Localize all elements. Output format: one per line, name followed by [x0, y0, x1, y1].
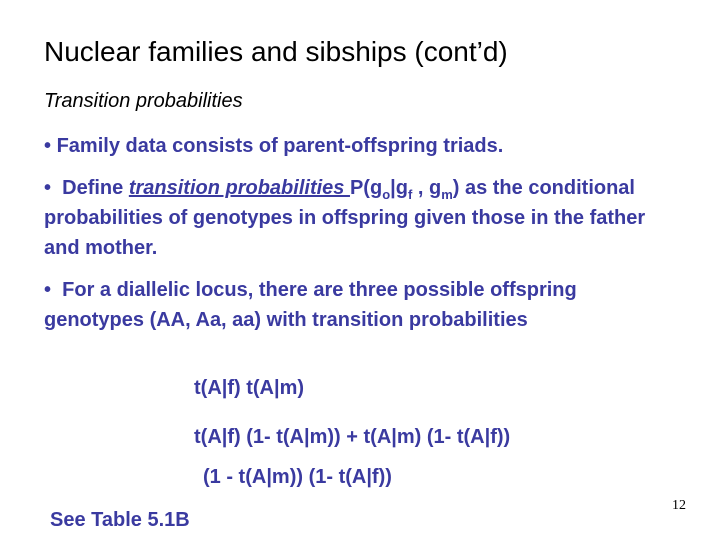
slide-title: Nuclear families and sibships (cont’d) — [44, 36, 508, 67]
bullet-text-after: ) as the conditional probabilities of genotypes in offspring given those in the father and mother. — [44, 177, 646, 259]
subscript-o: o — [382, 187, 391, 202]
subscript-f: f — [407, 187, 413, 202]
formula-aa: (1 - t(A|m)) (1- t(A|f)) — [203, 466, 392, 488]
transition-probabilities-term: transition probabilities — [128, 177, 350, 199]
formula-AA: t(A|f) t(A|m) — [194, 377, 305, 399]
notation-comma-g: , g — [412, 177, 442, 199]
notation-bar-g: |g — [390, 177, 408, 199]
bullet-marker: • — [44, 279, 52, 301]
subscript-m: m — [441, 187, 453, 202]
page-number: 12 — [672, 498, 686, 513]
formula-Aa: t(A|f) (1- t(A|m)) + t(A|m) (1- t(A|f)) — [194, 426, 511, 448]
slide-subtitle: Transition probabilities — [44, 90, 243, 112]
bullet-text: For a diallelic locus, there are three possible offspring genotypes (AA, Aa, aa) with transition probabilities — [44, 279, 577, 331]
bullet-text-prefix: Define — [62, 177, 124, 199]
bullet-family-data — [44, 131, 503, 161]
bullet-marker: • — [44, 135, 52, 157]
notation-p-open: P(g — [349, 177, 383, 199]
bullet-text: Family data consists of parent-offspring triads. — [56, 135, 504, 157]
bullet-marker: • — [44, 177, 52, 199]
bullet-transition-definition — [44, 173, 684, 263]
bullet-diallelic-locus — [44, 275, 664, 335]
see-table-note: See Table 5.1B — [50, 509, 190, 531]
